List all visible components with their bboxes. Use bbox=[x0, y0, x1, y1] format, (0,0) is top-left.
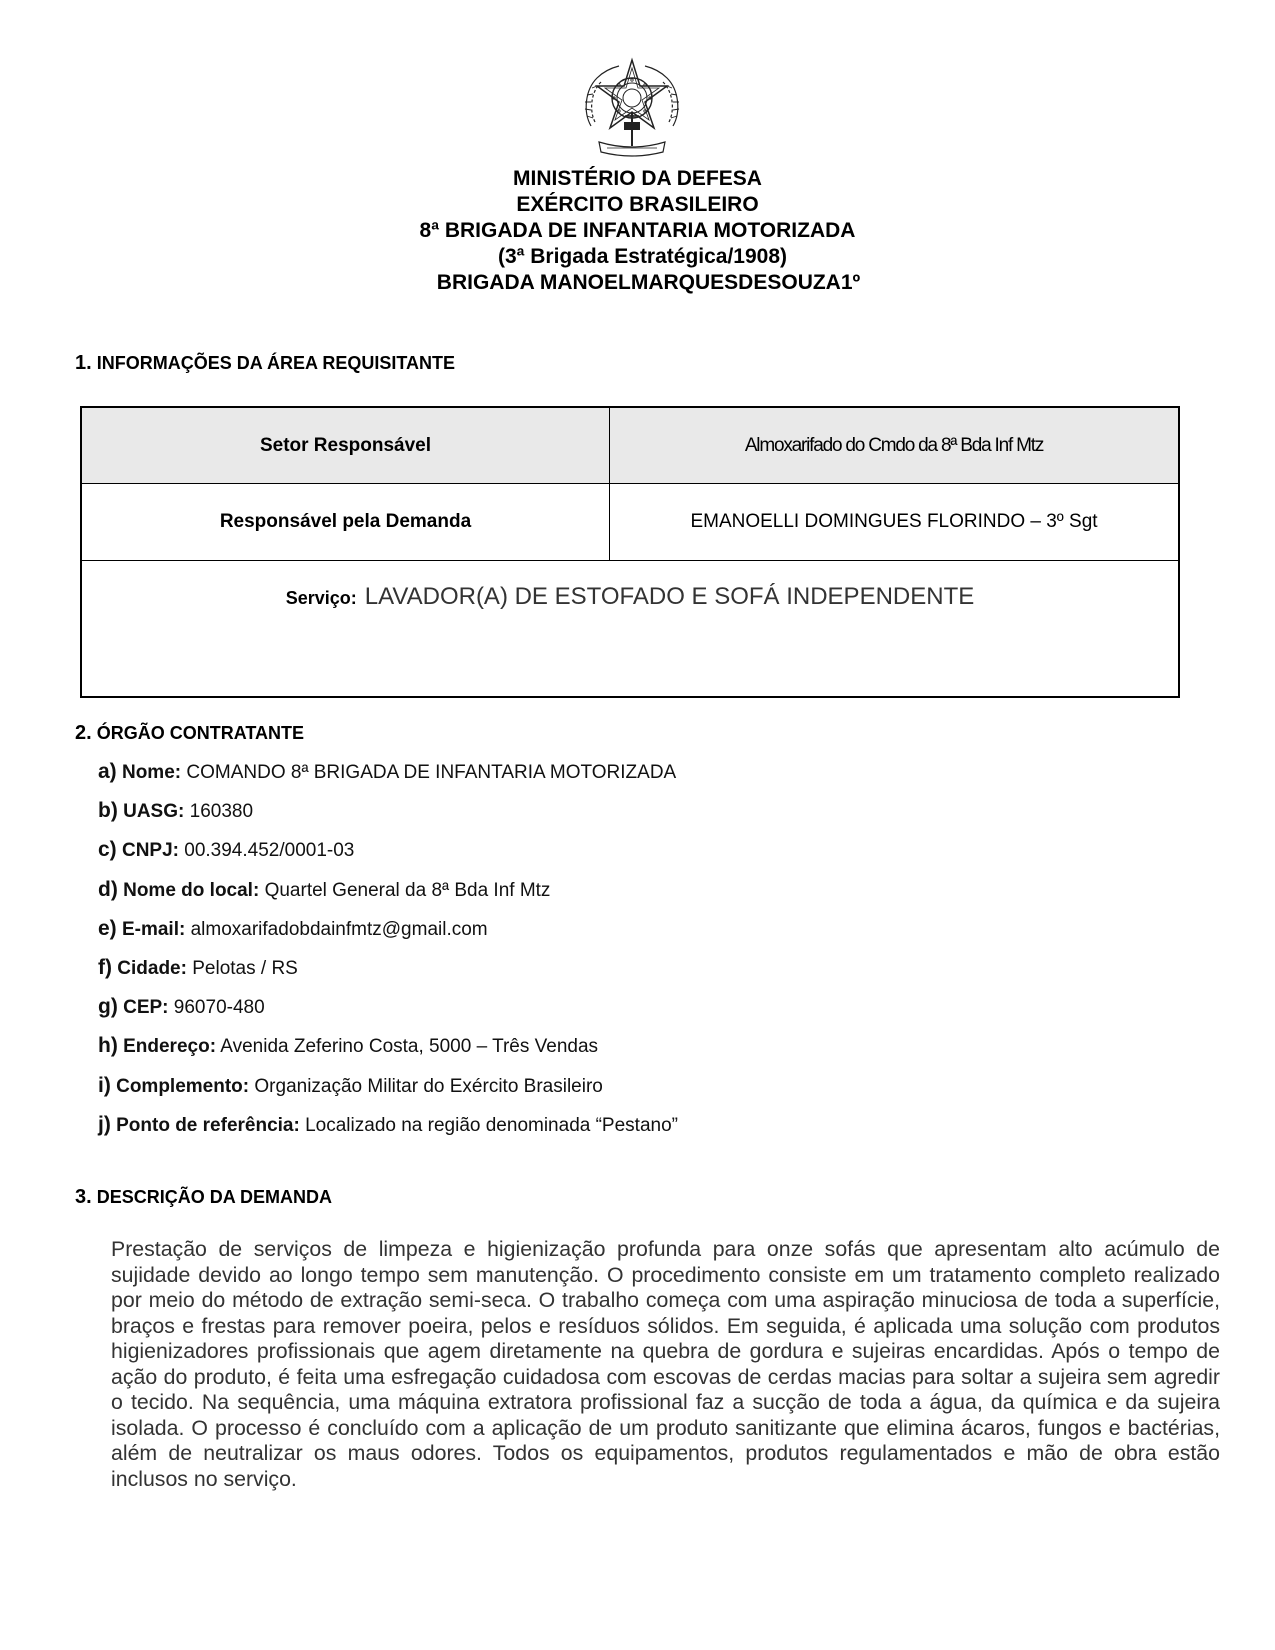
service-label: Serviço: bbox=[285, 588, 357, 608]
list-item: i) Complemento: Organização Militar do Exército Brasileiro bbox=[98, 1073, 603, 1097]
header-army: EXÉRCITO BRASILEIRO bbox=[516, 193, 759, 216]
responsavel-label: Responsável pela Demanda bbox=[82, 484, 610, 560]
setor-value: Almoxarifado do Cmdo da 8ª Bda Inf Mtz bbox=[744, 434, 1044, 456]
table-row bbox=[82, 484, 1178, 561]
section-3-number: 3. bbox=[75, 1186, 92, 1208]
section-3-heading: DESCRIÇÃO DA DEMANDA bbox=[96, 1187, 333, 1207]
section-1-heading: INFORMAÇÕES DA ÁREA REQUISITANTE bbox=[96, 353, 456, 373]
table-row bbox=[82, 561, 1178, 696]
section-2-heading: ÓRGÃO CONTRATANTE bbox=[96, 723, 305, 743]
list-item: h) Endereço: Avenida Zeferino Costa, 5000 – Três Vendas bbox=[98, 1034, 599, 1058]
email-link[interactable]: almoxarifadobdainfmtz@gmail.com bbox=[190, 918, 488, 940]
section-3-title bbox=[75, 1186, 332, 1209]
service-value: LAVADOR(A) DE ESTOFADO E SOFÁ INDEPENDENTE bbox=[364, 583, 975, 610]
header-brigade: 8ª BRIGADA DE INFANTARIA MOTORIZADA bbox=[419, 219, 856, 242]
list-item: a) Nome: COMANDO 8ª BRIGADA DE INFANTARIA MOTORIZADA bbox=[98, 760, 677, 783]
contracting-body-list bbox=[98, 760, 1198, 1152]
header-ministry: MINISTÉRIO DA DEFESA bbox=[513, 167, 762, 190]
list-item: c) CNPJ: 00.394.452/0001-03 bbox=[98, 838, 355, 862]
section-1-title bbox=[75, 352, 455, 375]
demand-description: Prestação de serviços de limpeza e higienização profunda para onze sofás que apresentam alto acúmulo de sujidade devido ao longo tempo sem manutenção. O procedimento consiste em um tratamento completo realizado por meio do método de extração semi-seca. O trabalho começa com uma aspiração minuciosa de toda a superfície, braços e frestas para remover poeira, pelos e resíduos sólidos. Em seguida, é aplicada uma solução com produtos higienizadores profissionais que agem diretamente na quebra de gordura e sujeiras encardidas. Após o tempo de ação do produto, é feita uma esfregação cuidadosa com escovas de cerdas macias para soltar a sujeira sem agredir o tecido. Na sequência, uma máquina extratora profissional faz a sucção de toda a água, da química e da sujeira isolada. O processo é concluído com a aplicação de um produto sanitizante que elimina ácaros, fungos e bactérias, além de neutralizar os maus odores. Todos os equipamentos, produtos regulamentados e mão de obra estão inclusos no serviço. bbox=[111, 1237, 1220, 1491]
document-header bbox=[0, 166, 1275, 296]
table-row bbox=[82, 408, 1178, 484]
list-item: g) CEP: 96070-480 bbox=[98, 995, 265, 1019]
list-item: f) Cidade: Pelotas / RS bbox=[98, 955, 298, 979]
list-item: d) Nome do local: Quartel General da 8ª Bda Inf Mtz bbox=[98, 877, 551, 901]
header-brigade-subtitle: (3ª Brigada Estratégica/1908) bbox=[497, 245, 788, 268]
section-2-title bbox=[75, 722, 304, 745]
list-item: j) Ponto de referência: Localizado na região denominada “Pestano” bbox=[98, 1112, 678, 1136]
service-line bbox=[82, 583, 1178, 611]
list-item: b) UASG: 160380 bbox=[98, 799, 254, 823]
header-brigade-name: BRIGADA MANOELMARQUESDESOUZA1º bbox=[436, 271, 861, 294]
responsavel-value: EMANOELLI DOMINGUES FLORINDO – 3º Sgt bbox=[690, 511, 1098, 532]
section-1-number: 1. bbox=[75, 352, 92, 374]
list-item: e) E-mail: almoxarifadobdainfmtz@gmail.com bbox=[98, 916, 488, 940]
requisition-table bbox=[80, 406, 1180, 698]
section-2-number: 2. bbox=[75, 722, 92, 744]
coat-of-arms-icon bbox=[577, 56, 687, 162]
setor-label: Setor Responsável bbox=[82, 408, 610, 483]
